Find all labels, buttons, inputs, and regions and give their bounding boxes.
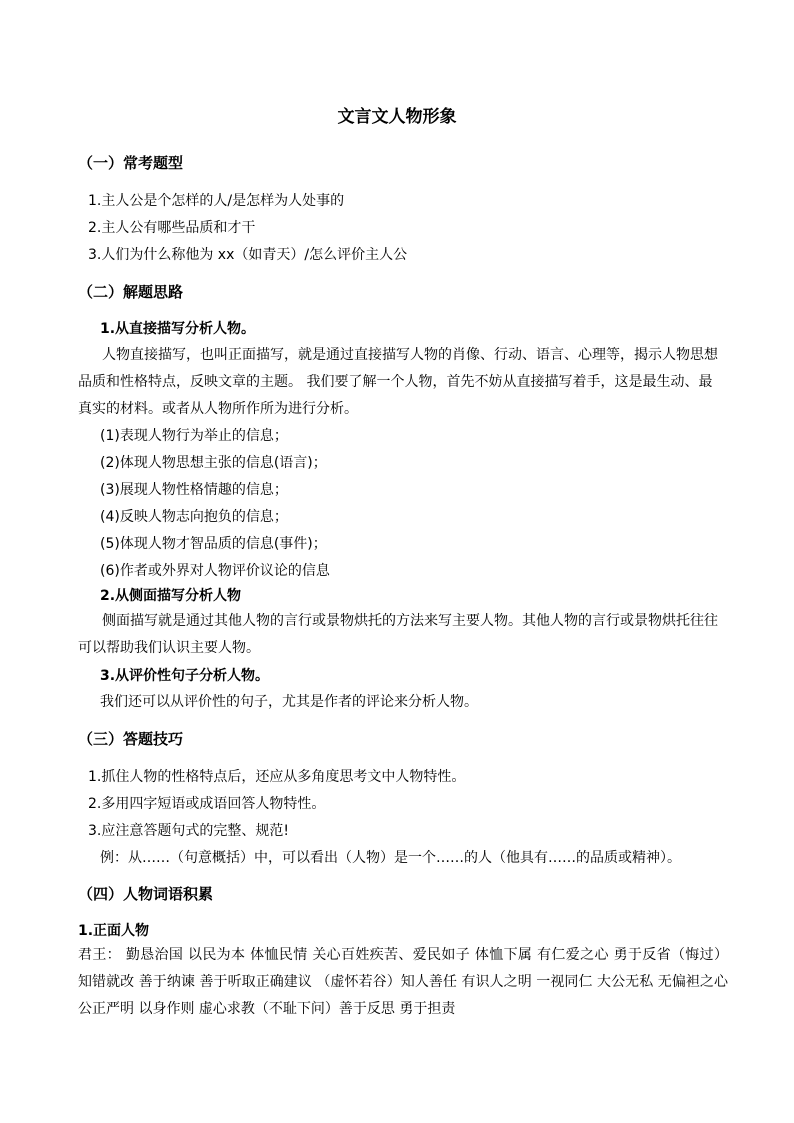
list-item: (4)反映人物志向抱负的信息；: [100, 509, 288, 525]
subheading-side-description: 2.从侧面描写分析人物: [100, 588, 242, 604]
list-item: 2.主人公有哪些品质和才干: [88, 220, 256, 236]
list-item: 3.人们为什么称他为 xx（如青天）/怎么评价主人公: [88, 247, 408, 263]
list-item: (1)表现人物行为举止的信息；: [100, 428, 288, 444]
list-item: (5)体现人物才智品质的信息(事件)；: [100, 536, 327, 552]
list-item: (6)作者或外界对人物评价议论的信息: [100, 563, 330, 579]
list-item: 1.抓住人物的性格特点后，还应从多角度思考文中人物特性。: [88, 769, 466, 785]
list-item: (3)展现人物性格情趣的信息；: [100, 482, 288, 498]
section-heading-approach: （二）解题思路: [78, 283, 184, 301]
section-heading-vocabulary: （四）人物词语积累: [78, 885, 214, 903]
list-item: 2.多用四字短语或成语回答人物特性。: [88, 796, 326, 812]
paragraph-evaluative-sentence: 我们还可以从评价性的句子，尤其是作者的评论来分析人物。: [100, 694, 478, 710]
subheading-evaluative-sentence: 3.从评价性句子分析人物。: [100, 668, 270, 684]
paragraph-side-description: 侧面描写就是通过其他人物的言行或景物烘托的方法来写主要人物。其他人物的言行或景物烘托往往可以帮助我们认识主要人物。: [78, 613, 718, 656]
vocabulary-ruler: 君王： 勤恳治国 以民为本 体恤民情 关心百姓疾苦、爱民如子 体恤下属 有仁爱之心 勇于反省（悔过） 知错就改 善于纳谏 善于听取正确建议 （虚怀若谷）知人善任 有识人之明 一视同仁 大公无私 无偏袒之心 公正严明 以身作则 虚心求教（不耻下问）善于反思 勇于担责: [78, 947, 728, 1017]
subheading-direct-description: 1.从直接描写分析人物。: [100, 321, 256, 337]
example-line: 例：从……（句意概括）中，可以看出（人物）是一个……的人（他具有……的品质或精神）。: [100, 850, 681, 866]
list-item: 1.主人公是个怎样的人/是怎样为人处事的: [88, 193, 345, 209]
section-heading-answer-tips: （三）答题技巧: [78, 730, 184, 748]
section-heading-question-types: （一）常考题型: [78, 154, 184, 172]
list-item: (2)体现人物思想主张的信息(语言)；: [100, 455, 327, 471]
document-title: 文言文人物形象: [337, 107, 457, 127]
subheading-positive-figures: 1.正面人物: [78, 923, 150, 939]
paragraph-direct-description: 人物直接描写，也叫正面描写，就是通过直接描写人物的肖像、行动、语言、心理等，揭示人物思想品质和性格特点，反映文章的主题。 我们要了解一个人物，首先不妨从直接描写着手，这是最生动、最真实的材料。或者从人物所作所为进行分析。: [78, 347, 718, 417]
list-item: 3.应注意答题句式的完整、规范!: [88, 823, 289, 839]
